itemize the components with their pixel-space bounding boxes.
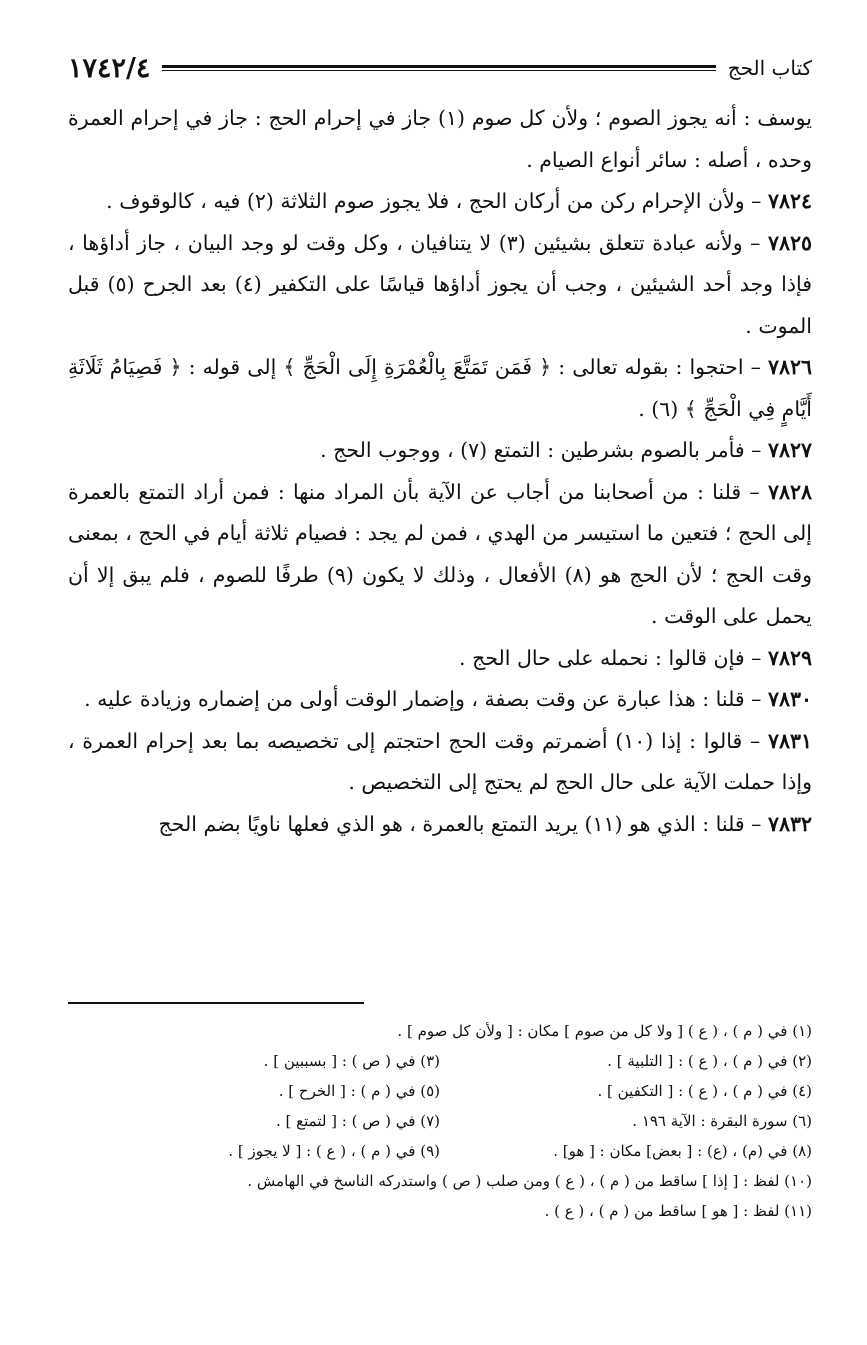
footnote-row: [68, 1046, 812, 1076]
paragraph-text: – ولأنه عبادة تتعلق بشيئين (٣) لا يتنافيان ، وكل وقت لو وجد البيان ، جاز أداؤها ، فإذا وجد أحد الشيئين ، وجب أن يجوز أداؤها قياسًا على التكفير (٤) بعد الجرح (٥) قبل الموت .: [68, 230, 812, 338]
footnote: (٥) في ( م ) : [ الخرح ] .: [278, 1082, 440, 1100]
footnote: (٧) في ( ص ) : [ لتمتع ] .: [275, 1112, 440, 1130]
paragraph-text: – قلنا : من أصحابنا من أجاب عن الآية بأن المراد منها : فمن أراد التمتع بالعمرة إلى الحج ؛ فتعين ما استيسر من الهدي ، فمن لم يجد : فصيام ثلاثة أيام في الحج ، بمعنى وقت الحج ؛ لأن الحج هو (٨) الأفعال ، وذلك لا يكون (٩) طرفًا للصوم ، فلم يبق إلا أن يحمل على الوقت .: [68, 479, 812, 628]
paragraph: [68, 98, 812, 181]
paragraph-text: – فأمر بالصوم بشرطين : التمتع (٧) ، ووجوب الحج .: [320, 438, 768, 462]
footnote: (١) في ( م ) ، ( ع ) [ ولا كل من صوم ] مكان : [ ولأن كل صوم ] .: [397, 1022, 812, 1040]
book-page: [68, 38, 812, 1318]
footnote-row: [68, 1076, 812, 1106]
paragraph-text: – احتجوا : بقوله تعالى : ﴿ فَمَن تَمَتَّعَ بِالْعُمْرَةِ إِلَى الْحَجِّ ﴾ إلى قوله : ﴿ فَصِيَامُ ثَلَاثَةِ أَيَّامٍ فِي الْحَجِّ ﴾ (٦) .: [68, 355, 812, 421]
paragraph: [68, 223, 812, 348]
footnote: (٦) سورة البقرة : الآية ١٩٦ .: [632, 1112, 812, 1130]
paragraph: [68, 181, 812, 223]
paragraph: [68, 638, 812, 680]
footnotes: [68, 1016, 812, 1226]
footnote: (٣) في ( ص ) : [ بسببين ] .: [263, 1052, 440, 1070]
footnote: (١٠) لفظ : [ إذا ] ساقط من ( م ) ، ( ع ) ومن صلب ( ص ) واستدركه الناسخ في الهامش .: [247, 1172, 812, 1190]
page-number: ١٧٤٢/٤: [68, 52, 151, 84]
footnote: (٤) في ( م ) ، ( ع ) : [ التكفين ] .: [597, 1082, 812, 1100]
paragraph: [68, 804, 812, 846]
paragraph-number: ٧٨٢٨: [767, 479, 812, 504]
book-title: كتاب الحج: [727, 56, 812, 80]
paragraph: [68, 430, 812, 472]
paragraph-number: ٧٨٢٤: [767, 189, 812, 213]
paragraph-text: – قالوا : إذا (١٠) أضمرتم وقت الحج احتجتم إلى تخصيصه بما بعد إحرام العمرة ، وإذا حملت الآية على حال الحج لم يحتج إلى التخصيص .: [68, 728, 812, 794]
footnote: (١١) لفظ : [ هو ] ساقط من ( م ) ، ( ع ) .: [544, 1202, 812, 1220]
paragraph-text: – قلنا : هذا عبارة عن وقت بصفة ، وإضمار الوقت أولى من إضماره وزيادة عليه .: [84, 687, 768, 711]
footnote-separator: [68, 1002, 364, 1004]
page-header: [68, 48, 812, 88]
footnote: (٩) في ( م ) ، ( ع ) : [ لا يجوز ] .: [228, 1142, 440, 1160]
footnote-row: [68, 1106, 812, 1136]
paragraph-number: ٧٨٢٥: [767, 230, 812, 255]
footnote: (٢) في ( م ) ، ( ع ) : [ التلبية ] .: [607, 1052, 812, 1070]
paragraph: [68, 472, 812, 638]
paragraph-text: – ولأن الإحرام ركن من أركان الحج ، فلا يجوز صوم الثلاثة (٢) فيه ، كالوقوف .: [106, 189, 768, 213]
paragraph-text: – قلنا : الذي هو (١١) يريد التمتع بالعمرة ، هو الذي فعلها ناويًا بضم الحج: [158, 811, 768, 836]
paragraph-number: ٧٨٣٢: [767, 811, 812, 836]
main-text: [68, 98, 812, 845]
paragraph-number: ٧٨٢٧: [767, 438, 812, 462]
paragraph: [68, 347, 812, 430]
footnote-row: [68, 1136, 812, 1166]
paragraph-number: ٧٨٣١: [767, 728, 812, 753]
paragraph-number: ٧٨٢٩: [767, 645, 812, 670]
paragraph-text: يوسف : أنه يجوز الصوم ؛ ولأن كل صوم (١) جاز في إحرام الحج : جاز في إحرام العمرة وحده ، أصله : سائر أنواع الصيام .: [68, 106, 812, 172]
header-rule: [162, 62, 715, 74]
footnote: (٨) في (م) ، (ع) : [ بعض] مكان : [ هو] .: [553, 1142, 812, 1160]
paragraph-text: – فإن قالوا : نحمله على حال الحج .: [459, 645, 768, 670]
paragraph-number: ٧٨٢٦: [767, 355, 812, 379]
paragraph: [68, 721, 812, 804]
paragraph: [68, 679, 812, 721]
paragraph-number: ٧٨٣٠: [767, 687, 812, 711]
